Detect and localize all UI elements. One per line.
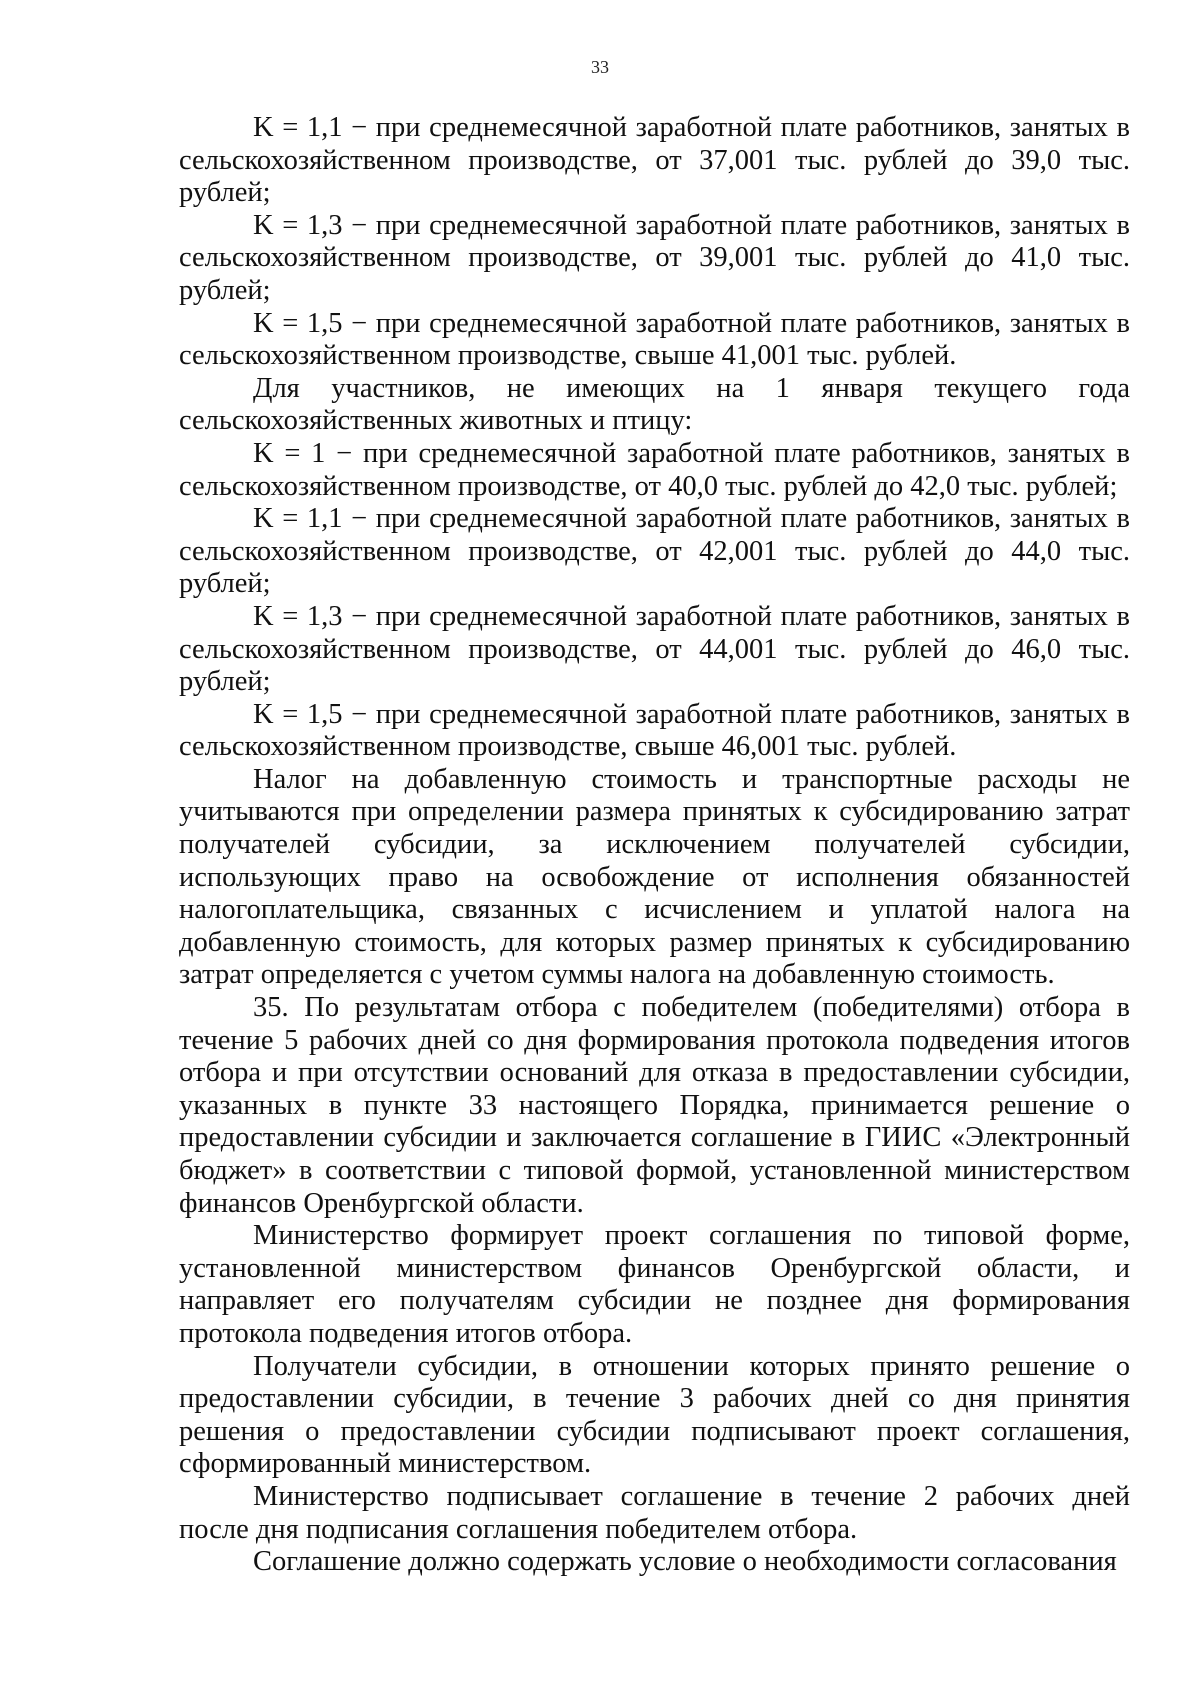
paragraph-coefficient-1-3-livestock: K = 1,3 − при среднемесячной заработной плате работников, занятых в сельскохозяйственном производстве, от 39,001 тыс. рублей до 41,0 тыс. рублей; xyxy=(179,209,1130,306)
paragraph-coefficient-1-1-livestock: K = 1,1 − при среднемесячной заработной плате работников, занятых в сельскохозяйственном производстве, от 37,001 тыс. рублей до 39,0 тыс. рублей; xyxy=(179,112,1130,209)
paragraph-vat-transport: Налог на добавленную стоимость и транспортные расходы не учитываются при определении размера принятых к субсидированию затрат получателей субсидии, за исключением получателей субсидии, использующих право на освобождение от исполнения обязанностей налогоплательщика, связанных с исчислением и уплатой налога на добавленную стоимость, для которых размер принятых к субсидированию затрат определяется с учетом суммы налога на добавленную стоимость. xyxy=(179,763,1130,991)
paragraph-recipients-sign: Получатели субсидии, в отношении которых принято решение о предоставлении субсидии, в течение 3 рабочих дней со дня принятия решения о предоставлении субсидии подписывают проект соглашения, сформированный министерством. xyxy=(179,1350,1130,1480)
paragraph-coefficient-1-3-no-livestock: K = 1,3 − при среднемесячной заработной плате работников, занятых в сельскохозяйственном производстве, от 44,001 тыс. рублей до 46,0 тыс. рублей; xyxy=(179,600,1130,698)
document-body xyxy=(179,112,1130,1579)
page-number: 33 xyxy=(591,57,609,77)
paragraph-no-livestock-intro: Для участников, не имеющих на 1 января текущего года сельскохозяйственных животных и птицу: xyxy=(179,372,1130,437)
paragraph-coefficient-1-1-no-livestock: K = 1,1 − при среднемесячной заработной плате работников, занятых в сельскохозяйственном производстве, от 42,001 тыс. рублей до 44,0 тыс. рублей; xyxy=(179,503,1130,600)
paragraph-coefficient-1-5-livestock: K = 1,5 − при среднемесячной заработной плате работников, занятых в сельскохозяйственном производстве, свыше 41,001 тыс. рублей. xyxy=(179,307,1130,372)
paragraph-ministry-signs: Министерство подписывает соглашение в течение 2 рабочих дней после дня подписания соглашения победителем отбора. xyxy=(179,1480,1130,1545)
paragraph-item-35: 35. По результатам отбора с победителем (победителями) отбора в течение 5 рабочих дней со дня формирования протокола подведения итогов отбора и при отсутствии оснований для отказа в предоставлении субсидии, указанных в пункте 33 настоящего Порядка, принимается решение о предоставлении субсидии и заключается соглашение в ГИИС «Электронный бюджет» в соответствии с типовой формой, установленной министерством финансов Оренбургской области. xyxy=(179,992,1130,1219)
paragraph-coefficient-1-no-livestock: K = 1 − при среднемесячной заработной плате работников, занятых в сельскохозяйственном производстве, от 40,0 тыс. рублей до 42,0 тыс. рублей; xyxy=(179,437,1130,502)
paragraph-coefficient-1-5-no-livestock: K = 1,5 − при среднемесячной заработной плате работников, занятых в сельскохозяйственном производстве, свыше 46,001 тыс. рублей. xyxy=(179,698,1130,763)
paragraph-agreement-condition: Соглашение должно содержать условие о необходимости согласования xyxy=(253,1546,1117,1578)
paragraph-ministry-draft: Министерство формирует проект соглашения по типовой форме, установленной министерством финансов Оренбургской области, и направляет его получателям субсидии не позднее дня формирования протокола подведения итогов отбора. xyxy=(179,1220,1130,1349)
